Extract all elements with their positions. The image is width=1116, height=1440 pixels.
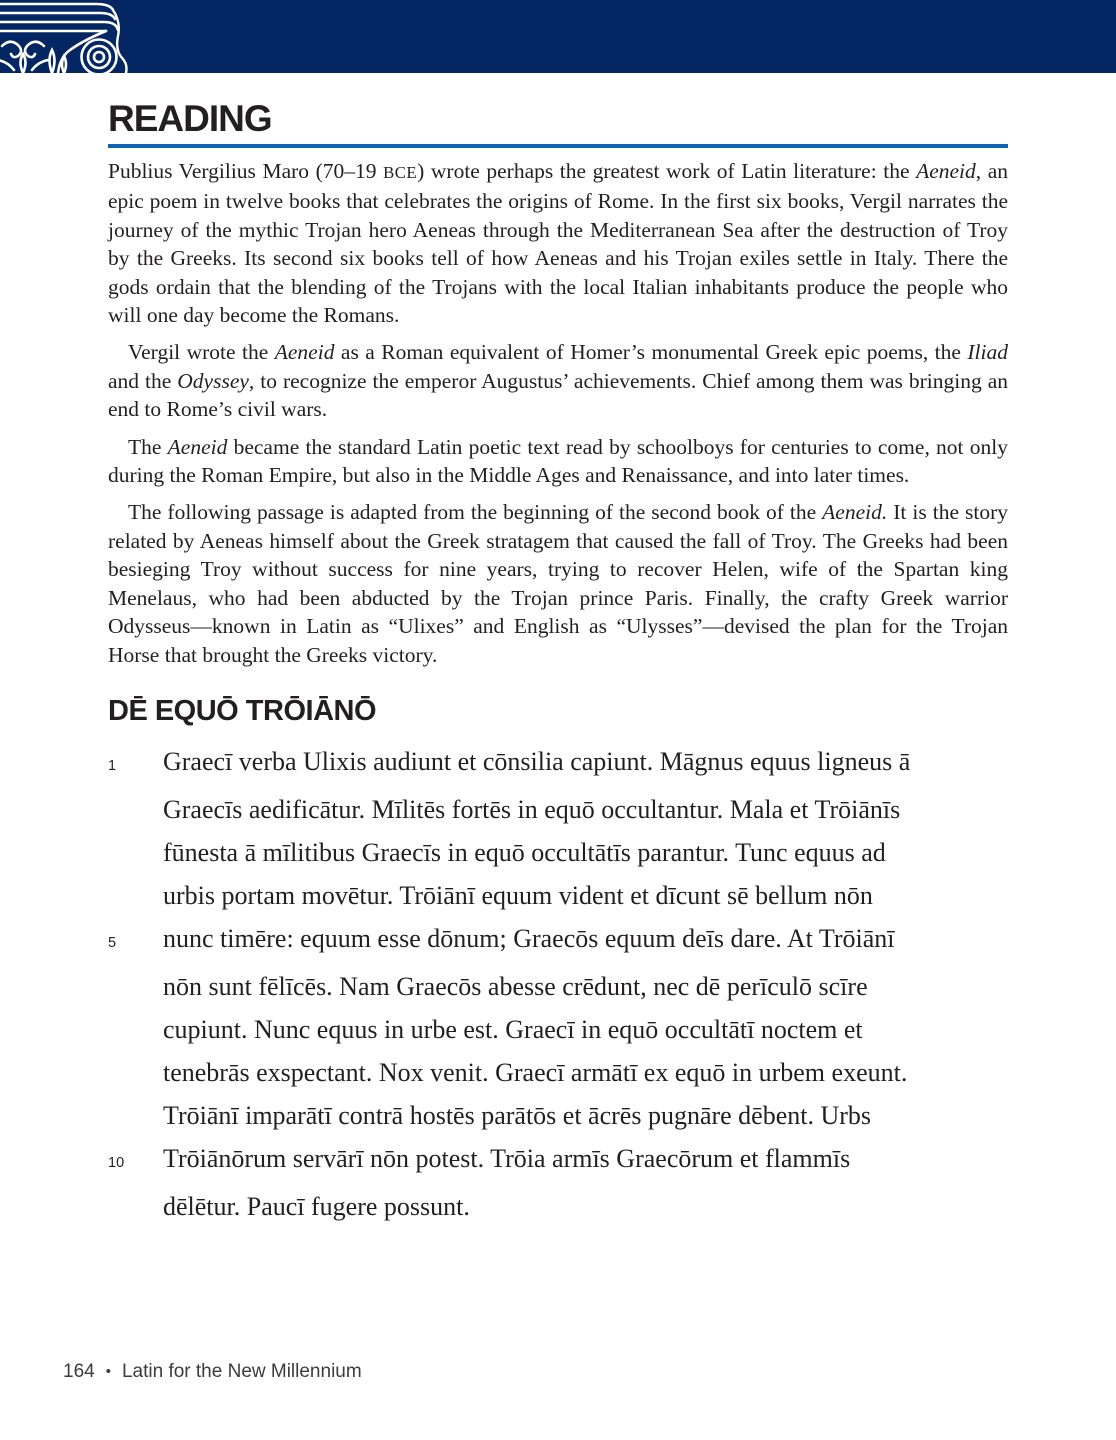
text-run: , an epic poem in twelve books that celebrates the origins of Rome. In the first six books, Vergil narrates the journey of the mythic Trojan hero Aeneas through the Mediterranean Sea after the destruction of Troy by the Greeks. Its second six books tell of how Aeneas and his Trojan exiles settle in Italy. There the gods ordain that the blending of the Trojans with the local Italian inhabitants produce the people who will one day become the Romans.	[108, 159, 1008, 328]
text-run: The	[128, 434, 168, 459]
latin-line-text: Trōiānōrum servārī nōn potest. Trōia armīs Graecōrum et flammīs	[163, 1143, 851, 1173]
latin-line-text: fūnesta ā mīlitibus Graecīs in equō occultātīs parantur. Tunc equus ad	[163, 837, 886, 867]
latin-line	[108, 1094, 1008, 1137]
latin-line-text: Graecīs aedificātur. Mīlitēs fortēs in equō occultantur. Mala et Trōiānīs	[163, 794, 901, 824]
italic-text: Aeneid.	[822, 500, 888, 525]
text-run: It is the story related by Aeneas himself about the Greek stratagem that caused the fall of Troy. The Greeks had been besieging Troy without success for nine years, trying to recover Helen, wife of the Spartan king Menelaus, who had been abducted by the Trojan prince Paris. Finally, the crafty Greek warrior Odysseus—known in Latin as “Ulixes” and English as “Ulysses”—devised the plan for the Trojan Horse that brought the Greeks victory.	[108, 500, 1008, 667]
latin-line-text: dēlētur. Paucī fugere possunt.	[163, 1191, 470, 1221]
latin-passage-lines	[108, 740, 1008, 1228]
page-title: READING	[108, 98, 272, 139]
line-number: 5	[108, 934, 117, 951]
italic-text: Odyssey	[177, 368, 249, 393]
text-run: as a Roman equivalent of Homer’s monumental Greek epic poems, the	[334, 340, 968, 365]
paragraph	[108, 338, 1008, 423]
latin-line	[108, 1008, 1008, 1051]
book-title: Latin for the New Millennium	[121, 1361, 362, 1382]
page-number: 164	[63, 1361, 95, 1382]
text-run: , to recognize the emperor Augustus’ achievements. Chief among them was bringing an end to Rome’s civil wars.	[108, 368, 1008, 422]
text-run: ) wrote perhaps the greatest work of Latin literature: the	[417, 159, 917, 183]
latin-line-text: nunc timēre: equum esse dōnum; Graecōs equum deīs dare. At Trōiānī	[163, 923, 895, 953]
passage-title: DĒ EQUŌ TRŌIĀNŌ	[108, 694, 377, 727]
latin-line	[108, 1137, 1008, 1185]
latin-line-text: tenebrās exspectant. Nox venit. Graecī armātī ex equō in urbem exeunt.	[163, 1057, 908, 1087]
latin-line	[108, 831, 1008, 874]
italic-text: Aeneid	[916, 159, 976, 183]
latin-line	[108, 1185, 1008, 1228]
latin-line-text: Trōiānī imparātī contrā hostēs parātōs et ācrēs pugnāre dēbent. Urbs	[163, 1100, 872, 1130]
latin-line-text: cupiunt. Nunc equus in urbe est. Graecī in equō occultātī noctem et	[163, 1014, 863, 1044]
latin-line	[108, 740, 1008, 788]
latin-line	[108, 965, 1008, 1008]
main-column	[108, 73, 1008, 1228]
text-run: and the	[108, 368, 178, 393]
page-footer	[63, 1361, 362, 1383]
ionic-column-capital-icon	[0, 0, 132, 73]
latin-line-text: nōn sunt fēlīcēs. Nam Graecōs abesse crēdunt, nec dē perīculō scīre	[163, 971, 868, 1001]
title-rule	[108, 144, 1008, 148]
latin-line	[108, 917, 1008, 965]
text-run: The following passage is adapted from the beginning of the second book of the	[128, 500, 823, 525]
italic-text: Aeneid	[167, 434, 228, 459]
reading-paragraphs	[108, 157, 1008, 669]
paragraph	[108, 498, 1008, 668]
latin-line-text: Graecī verba Ulixis audiunt et cōnsilia capiunt. Māgnus equus ligneus ā	[163, 746, 911, 776]
latin-line-text: urbis portam movētur. Trōiānī equum vident et dīcunt sē bellum nōn	[163, 880, 873, 910]
line-number: 10	[108, 1154, 125, 1171]
paragraph	[108, 157, 1008, 329]
text-run: became the standard Latin poetic text read by schoolboys for centuries to come, not only during the Roman Empire, but also in the Middle Ages and Renaissance, and into later times.	[108, 434, 1008, 488]
line-number: 1	[108, 757, 117, 774]
text-run: Publius Vergilius Maro (70–19	[108, 159, 384, 183]
latin-line	[108, 1051, 1008, 1094]
paragraph	[108, 433, 1008, 490]
latin-line	[108, 788, 1008, 831]
footer-separator-icon: •	[105, 1362, 111, 1380]
latin-line	[108, 874, 1008, 917]
italic-text: Aeneid	[274, 340, 335, 365]
text-run: Vergil wrote the	[128, 340, 275, 365]
smallcaps-text: BCE	[383, 163, 418, 182]
italic-text: Iliad	[967, 340, 1008, 365]
header-band	[0, 0, 1116, 73]
